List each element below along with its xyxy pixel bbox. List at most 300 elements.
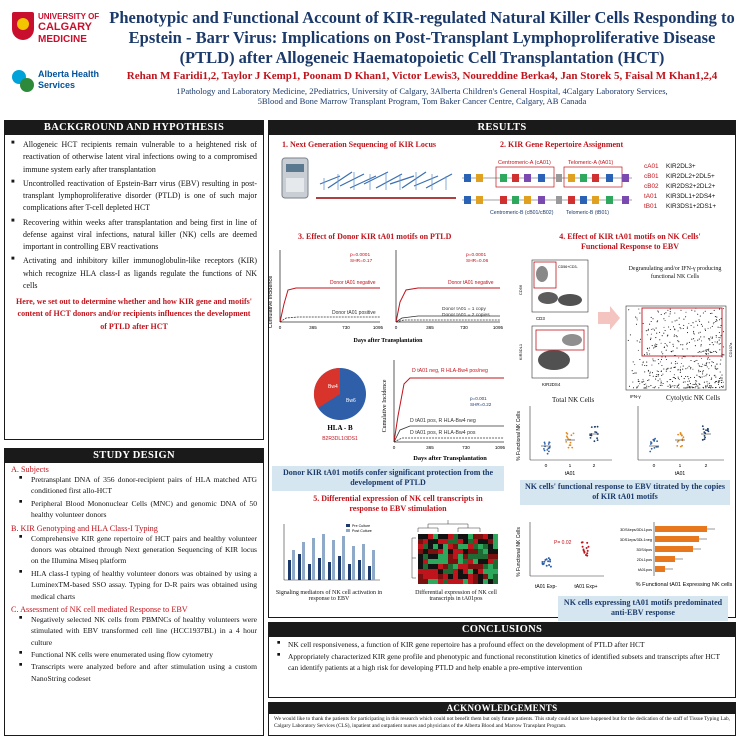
results-content xyxy=(268,120,736,618)
dot-point xyxy=(703,431,705,433)
dot-point xyxy=(702,425,704,427)
flow-event xyxy=(719,378,720,379)
flow-event xyxy=(649,353,650,354)
background-bullet: ■ Uncontrolled reactivation of Epstein-Barr virus (EBV) resulting in post-transplant lymphoproliferative disorder (PTLD) is one of such major complications after T-cell depleted HCT xyxy=(11,178,257,215)
tick-label: 730 xyxy=(460,325,468,330)
tick-label: 2 xyxy=(592,464,596,469)
flow-event xyxy=(678,387,679,388)
flow-event xyxy=(723,346,724,347)
flow-event xyxy=(698,352,699,353)
heatmap-cell xyxy=(428,574,433,579)
affiliations-line1: 1Pathology and Laboratory Medicine, 2Pediatrics, University of Calgary, 3Alberta Children's General Hospital, 4Calgary Laboratory Services, xyxy=(176,86,668,96)
flow-event xyxy=(696,384,697,385)
dot-point xyxy=(548,557,550,559)
flow-event xyxy=(676,348,677,349)
dot-point xyxy=(549,561,551,563)
flow-event xyxy=(701,324,702,325)
flow-event xyxy=(710,387,711,388)
heatmap-cell xyxy=(433,564,438,569)
heatmap-cell xyxy=(433,554,438,559)
heatmap-cell xyxy=(438,574,443,579)
flow-event xyxy=(669,379,670,380)
flow-event xyxy=(715,387,716,388)
heatmap-cell xyxy=(443,569,448,574)
heatmap-cell xyxy=(443,559,448,564)
flow-event xyxy=(720,359,721,360)
flow-event xyxy=(651,317,652,318)
exp-pos-label: tA01 Exp+ xyxy=(574,584,598,590)
flow-event xyxy=(674,329,675,330)
flow-event xyxy=(652,358,653,359)
flow-event xyxy=(672,344,673,345)
logo-text-line2: CALGARY xyxy=(38,21,92,33)
conclusions-section xyxy=(268,622,736,698)
motif-row: cB01 KIR2DL2+2DL5+ xyxy=(644,172,715,180)
flow-event xyxy=(633,387,634,388)
flow-event xyxy=(708,353,709,354)
tick-label: 1095 xyxy=(494,445,506,450)
flow-event xyxy=(707,349,708,350)
flow-event xyxy=(711,361,712,362)
flow-event xyxy=(670,329,671,330)
bar xyxy=(655,526,707,532)
study-design-section xyxy=(4,448,264,736)
flow-event xyxy=(709,339,710,340)
heatmap-cell xyxy=(463,559,468,564)
dots-cyto xyxy=(649,425,711,452)
flow-event xyxy=(651,365,652,366)
flow-event xyxy=(655,343,656,344)
flow-event xyxy=(653,360,654,361)
dot-point xyxy=(656,440,658,442)
flow-event xyxy=(686,344,687,345)
section-title-5 xyxy=(298,494,498,515)
heatmap-cell xyxy=(463,569,468,574)
flow-event xyxy=(664,347,665,348)
tick-label: 730 xyxy=(342,325,350,330)
flow-event xyxy=(685,312,686,313)
flow-event xyxy=(644,371,645,372)
flow-event xyxy=(677,387,678,388)
ngs-figure xyxy=(280,154,458,210)
heatmap-cell xyxy=(448,569,453,574)
flow-event xyxy=(650,338,651,339)
flow-event xyxy=(633,361,634,362)
alberta-health-services-logo xyxy=(12,68,107,98)
flow-event xyxy=(680,344,681,345)
dot-point xyxy=(651,442,653,444)
flow-event xyxy=(718,380,719,381)
km-curves-top xyxy=(268,244,508,348)
flow-event xyxy=(697,314,698,315)
motif-gene-table xyxy=(644,162,734,212)
key-finding-ptld: Donor KIR tA01 motifs confer significant protection from the development of PTLD xyxy=(272,466,504,491)
heatmap-cell xyxy=(483,579,488,584)
flow-event xyxy=(670,311,671,312)
km-curve-hla xyxy=(380,356,510,464)
flow-event xyxy=(685,381,686,382)
flow-event xyxy=(698,370,699,371)
flow-event xyxy=(655,386,656,387)
dot-point xyxy=(566,432,568,434)
heatmap-cell xyxy=(488,554,493,559)
flow-event xyxy=(649,347,650,348)
flow-event xyxy=(671,351,672,352)
heatmap-cell xyxy=(463,544,468,549)
km1-shr: SHR=0.17 xyxy=(350,259,373,264)
heatmap-cell xyxy=(463,549,468,554)
flow-event xyxy=(687,367,688,368)
dot-point xyxy=(597,439,599,441)
flow-event xyxy=(680,310,681,311)
flow-event xyxy=(651,321,652,322)
flow-event xyxy=(658,380,659,381)
flow-event xyxy=(639,359,640,360)
heatmap-cell xyxy=(423,564,428,569)
study-design-heading: STUDY DESIGN xyxy=(5,449,263,463)
flow-event xyxy=(667,345,668,346)
hla-title: HLA - B xyxy=(327,424,353,432)
flow-event xyxy=(646,352,647,353)
flow-event xyxy=(713,323,714,324)
heatmap-cell xyxy=(443,574,448,579)
heatmap-cell xyxy=(468,544,473,549)
flow-event xyxy=(721,386,722,387)
heatmap-cell xyxy=(468,539,473,544)
sequencer-door xyxy=(286,178,304,192)
flow-event xyxy=(699,387,700,388)
flow-event xyxy=(697,386,698,387)
flow-event xyxy=(658,375,659,376)
dot-point xyxy=(544,450,546,452)
km3-p-value: p=0.001 xyxy=(470,396,487,401)
dot-point xyxy=(549,446,551,448)
flow-event xyxy=(656,328,657,329)
flow-event xyxy=(699,339,700,340)
legend-swatch-pre xyxy=(346,524,350,527)
list-item: ■ HLA class-I typing of healthy volunteer donors was obtained by using a LuminexTM-based SSO assay. Typing for D-R pairs was obtained using medical charts xyxy=(19,568,257,602)
flow-event xyxy=(680,372,681,373)
flow-event xyxy=(652,372,653,373)
logo-text-line3: MEDICINE xyxy=(38,34,87,45)
dot1-x-label: tA01 xyxy=(564,471,576,477)
flow-event xyxy=(701,358,702,359)
list-item: ■ Negatively selected NK cells from PBMNCs of healthy volunteers were stimulated with EBV transformed cell line (HCC1937BL) in a 4 hour culture xyxy=(19,614,257,648)
flow-event xyxy=(705,386,706,387)
heatmap-cell xyxy=(428,559,433,564)
flow-event xyxy=(717,368,718,369)
heatmap-cell xyxy=(473,569,478,574)
flow-event xyxy=(705,387,706,388)
flow-event xyxy=(646,330,647,331)
dot-point xyxy=(548,443,550,445)
flow-event xyxy=(638,379,639,380)
flow-event xyxy=(716,320,717,321)
flow-event xyxy=(687,343,688,344)
flow-event xyxy=(708,350,709,351)
heatmap-cell xyxy=(453,534,458,539)
heatmap-cell xyxy=(473,574,478,579)
flow-event xyxy=(657,310,658,311)
heatmap-cell xyxy=(418,559,423,564)
section-title-3: 3. Effect of Donor KIR tA01 motifs on PTLD xyxy=(298,232,452,241)
flow-event xyxy=(716,352,717,353)
heatmap-cell xyxy=(443,554,448,559)
flow-event xyxy=(710,352,711,353)
heatmap-cell xyxy=(453,549,458,554)
heatmap-cell xyxy=(483,554,488,559)
flow-event xyxy=(670,371,671,372)
flow-event xyxy=(681,376,682,377)
flow-event xyxy=(669,342,670,343)
heatmap-cell xyxy=(463,539,468,544)
flow-event xyxy=(672,385,673,386)
flow-event xyxy=(719,349,720,350)
telomeric-a-label: Telomeric-A (tA01) xyxy=(568,160,614,166)
heatmap-cell xyxy=(473,544,478,549)
section-title-4 xyxy=(530,232,730,253)
heatmap-cell xyxy=(433,559,438,564)
flow-event xyxy=(655,346,656,347)
flow-event xyxy=(720,364,721,365)
flow-event xyxy=(692,322,693,323)
key-finding-titration: NK cells' functional response to EBV titrated by the copies of KIR tA01 motifs xyxy=(520,480,730,505)
flow-event xyxy=(713,322,714,323)
flow-event xyxy=(666,350,667,351)
flow-event xyxy=(699,366,700,367)
flow-event xyxy=(662,374,663,375)
heatmap-cell xyxy=(453,559,458,564)
flow-event xyxy=(646,386,647,387)
section-title-5-line1: 5. Differential expression of NK cell transcripts in xyxy=(313,494,483,503)
heatmap-cell xyxy=(433,544,438,549)
flow-event xyxy=(648,371,649,372)
hypothesis-statement: Here, we set out to determine whether and how KIR gene and motifs' content of HCT donors and/or recipients influences the development of PTLD after HCT xyxy=(16,297,252,331)
heatmap-cell xyxy=(448,574,453,579)
flow-event xyxy=(683,328,684,329)
flow-event xyxy=(665,312,666,313)
flow-event xyxy=(715,366,716,367)
flow-event xyxy=(644,365,645,366)
flow-event xyxy=(659,339,660,340)
flow-event xyxy=(675,378,676,379)
dot-point xyxy=(543,561,545,563)
ahs-text-line1: Alberta Health xyxy=(38,69,100,79)
dot-point xyxy=(548,441,550,443)
flow-event xyxy=(718,384,719,385)
flow-event xyxy=(700,345,701,346)
flow-event xyxy=(709,344,710,345)
flow-event xyxy=(706,354,707,355)
flow-event xyxy=(677,340,678,341)
tick-label: 365 xyxy=(309,325,317,330)
heatmap-cell xyxy=(493,579,498,584)
flow-event xyxy=(663,368,664,369)
dot-point xyxy=(676,445,678,447)
heatmap-caption: Differential expression of NK cell transcripts in tA01pos xyxy=(415,590,497,602)
flow-event xyxy=(687,326,688,327)
flow-event xyxy=(664,313,665,314)
flow-event xyxy=(661,359,662,360)
flow-event xyxy=(702,364,703,365)
dot2-x-label: tA01 xyxy=(674,471,686,477)
flow-event xyxy=(715,377,716,378)
flow-event xyxy=(698,387,699,388)
km3-bw4pos-label: D tA01 pos, R HLA-Bw4 pos xyxy=(410,430,476,436)
flow-event xyxy=(670,309,671,310)
bar xyxy=(655,536,699,542)
heatmap-cell xyxy=(453,579,458,584)
dots-total xyxy=(541,426,599,455)
flow-event xyxy=(666,371,667,372)
flow-event xyxy=(705,311,706,312)
heatmap-cell xyxy=(423,534,428,539)
heatmap-cell xyxy=(493,549,498,554)
pie-label-bw4: Bw4 xyxy=(328,384,338,390)
flow-event xyxy=(658,359,659,360)
gate-label: CD56+CD3- xyxy=(558,265,578,269)
flow-event xyxy=(710,327,711,328)
flow-event xyxy=(649,373,650,374)
flow-event xyxy=(654,360,655,361)
heatmap-cell xyxy=(423,554,428,559)
flow-event xyxy=(704,365,705,366)
flow-event xyxy=(719,344,720,345)
flow-event xyxy=(703,312,704,313)
heatmap-cell xyxy=(418,554,423,559)
heatmap-cell xyxy=(438,569,443,574)
heatmap-cell xyxy=(493,574,498,579)
flow-event xyxy=(679,379,680,380)
dot-point xyxy=(583,549,585,551)
background-bullet: ■ Activating and inhibitory killer immunoglobulin-like receptors (KIR) which recognize HLA class-I as ligands regulate the functions of NK cells xyxy=(11,255,257,292)
flow-event xyxy=(687,328,688,329)
heatmap-cell xyxy=(473,579,478,584)
heatmap-cell xyxy=(468,579,473,584)
flow-event xyxy=(680,369,681,370)
flow-event xyxy=(675,320,676,321)
flow-event xyxy=(687,381,688,382)
km1-negative-label: Donor tA01 negative xyxy=(330,280,376,286)
flow-event xyxy=(713,351,714,352)
heatmap-cell xyxy=(458,564,463,569)
heatmap-cell xyxy=(478,579,483,584)
km-x-axis-label: Days after Transplantation xyxy=(353,338,423,344)
flow-event xyxy=(646,362,647,363)
heatmap-cell xyxy=(478,554,483,559)
flow-note: Degranulating and/or IFN-γ producing functional NK Cells xyxy=(628,266,722,280)
bar xyxy=(655,556,675,562)
heatmap-cell xyxy=(428,564,433,569)
dot-point xyxy=(702,439,704,441)
heatmap-cell xyxy=(483,564,488,569)
km1-positive-label: Donor tA01 positive xyxy=(332,310,376,316)
flow-event xyxy=(697,325,698,326)
flow-event xyxy=(699,351,700,352)
flow-event xyxy=(689,366,690,367)
flow-event xyxy=(722,356,723,357)
heatmap-cell xyxy=(448,544,453,549)
flow-event xyxy=(711,365,712,366)
heatmap-cell xyxy=(493,564,498,569)
flow-event xyxy=(718,327,719,328)
tick-label: 0 xyxy=(278,325,282,330)
dot-point xyxy=(548,448,550,450)
flow-event xyxy=(718,337,719,338)
flow-event xyxy=(715,367,716,368)
dot-point xyxy=(703,428,705,430)
heatmap-cell xyxy=(488,579,493,584)
dot-point xyxy=(588,546,590,548)
heatmap-cell xyxy=(483,539,488,544)
flow-event xyxy=(705,375,706,376)
flow-event xyxy=(647,354,648,355)
flow-event xyxy=(644,354,645,355)
heatmap-cell xyxy=(418,569,423,574)
dot-point xyxy=(567,437,569,439)
flow-event xyxy=(675,363,676,364)
dot-point xyxy=(654,447,656,449)
dot-point xyxy=(707,428,709,430)
flow-event xyxy=(639,342,640,343)
flow-event xyxy=(687,376,688,377)
flow-event xyxy=(679,324,680,325)
exp-dotplot xyxy=(512,518,608,594)
flow-event xyxy=(654,347,655,348)
tick-label: 0 xyxy=(392,445,396,450)
flow-event xyxy=(712,326,713,327)
heatmap-cell xyxy=(478,574,483,579)
flow-event xyxy=(685,316,686,317)
dot-point xyxy=(704,435,706,437)
dot-point xyxy=(651,448,653,450)
dot-point xyxy=(550,566,552,568)
flow-event xyxy=(713,344,714,345)
flow-event xyxy=(680,366,681,367)
background-heading: BACKGROUND AND HYPOTHESIS xyxy=(5,121,263,135)
dot-y-label: % Functional NK Cells xyxy=(516,411,522,461)
dot-point xyxy=(582,541,584,543)
flow-x-label-ifn: IFN-γ xyxy=(630,394,641,399)
flow-event xyxy=(689,381,690,382)
flow-event xyxy=(688,387,689,388)
flow-x-label-cd3: CD3 xyxy=(536,316,545,321)
heatmap-cell xyxy=(418,539,423,544)
tick-label: 365 xyxy=(426,445,434,450)
flow-event xyxy=(660,361,661,362)
heatmap-cell xyxy=(453,544,458,549)
poster-header xyxy=(0,0,740,118)
flow-event xyxy=(655,337,656,338)
flow-event xyxy=(635,317,636,318)
flow-event xyxy=(678,378,679,379)
flow-event xyxy=(644,384,645,385)
flow-event xyxy=(661,382,662,383)
flow-event xyxy=(649,324,650,325)
flow-event xyxy=(708,328,709,329)
flow-y-label-cd107a: CD107a xyxy=(728,342,733,358)
flow-event xyxy=(714,375,715,376)
heatmap-cell xyxy=(433,574,438,579)
heatmap-cell xyxy=(418,544,423,549)
flow-event xyxy=(706,374,707,375)
affiliations-line2: 5Blood and Bone Marrow Transplant Program, Tom Baker Cancer Centre, Calgary, AB Canada xyxy=(257,96,587,107)
flow-event xyxy=(713,362,714,363)
list-item: ■ Transcripts were analyzed before and after stimulation using a custom NanoString codeset xyxy=(19,661,257,684)
heatmap-cell xyxy=(453,574,458,579)
flow-event xyxy=(667,335,668,336)
sig-bars xyxy=(288,534,375,580)
